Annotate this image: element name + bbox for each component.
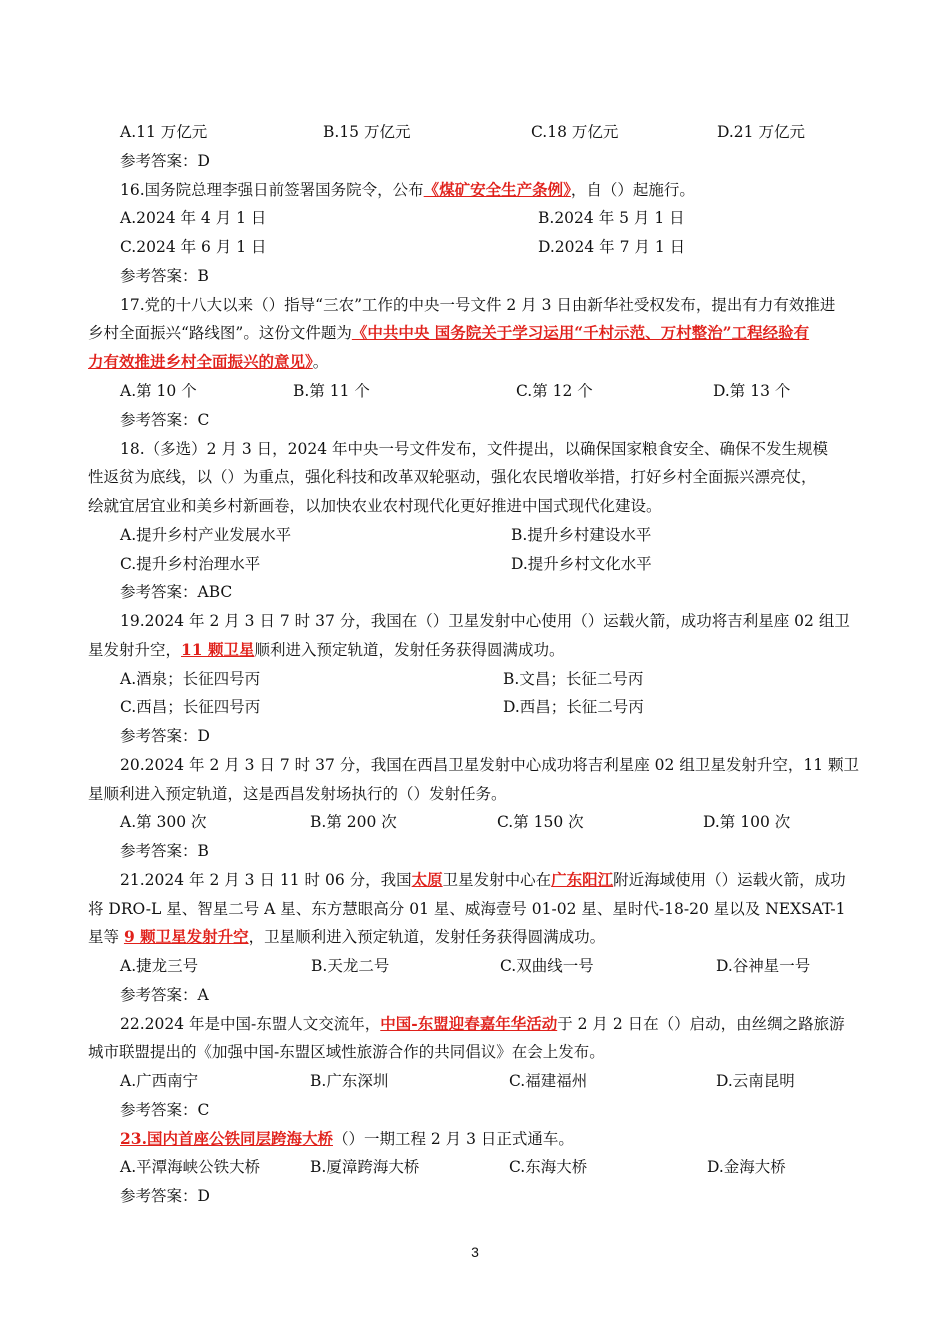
- question-text: 卫星发射中心在: [442, 871, 552, 889]
- option-d: D.第 100 次: [703, 813, 791, 831]
- highlight: 力有效推进乡村全面振兴的意见》: [88, 352, 313, 371]
- option-b: B.厦漳跨海大桥: [310, 1158, 420, 1176]
- option-d: D.西昌；长征二号丙: [503, 698, 644, 716]
- option-b: B.文昌；长征二号丙: [503, 670, 644, 688]
- question-text: 于 2 月 2 日在（）启动，由丝绸之路旅游: [557, 1015, 845, 1033]
- option-c: C.提升乡村治理水平: [120, 555, 261, 573]
- answer-q15: 参考答案：D: [120, 152, 210, 170]
- question-text: 22.2024 年是中国-东盟人文交流年，: [120, 1015, 381, 1033]
- option-c: C.18 万亿元: [531, 123, 619, 141]
- option-a: A.提升乡村产业发展水平: [120, 526, 292, 544]
- question-q17-line3: [88, 352, 868, 372]
- option-a: A.广西南宁: [120, 1072, 199, 1090]
- highlight: 太原: [411, 870, 443, 889]
- question-text: 乡村全面振兴“路线图”。这份文件题为: [88, 324, 352, 342]
- question-text: 星发射升空，: [88, 641, 182, 659]
- answer-q17: 参考答案：C: [120, 411, 210, 429]
- option-a: A.2024 年 4 月 1 日: [120, 209, 267, 227]
- option-a: A.平潭海峡公铁大桥: [120, 1158, 261, 1176]
- question-q21-line3: [88, 927, 868, 947]
- highlight: 11 颗卫星: [181, 640, 255, 659]
- question-q19-line2: [88, 640, 868, 660]
- question-text: ，自（）起施行。: [570, 181, 695, 199]
- question-q23-line1: [120, 1129, 900, 1149]
- option-b: B.提升乡村建设水平: [511, 526, 652, 544]
- answer-q23: 参考答案：D: [120, 1187, 210, 1205]
- question-text: 。: [312, 353, 329, 371]
- question-text: 顺利进入预定轨道，发射任务获得圆满成功。: [254, 641, 565, 659]
- highlight: 23.国内首座公铁同层跨海大桥: [120, 1129, 333, 1148]
- question-text: 16.国务院总理李强日前签署国务院令，公布: [120, 181, 424, 199]
- option-d: D.金海大桥: [707, 1158, 786, 1176]
- answer-q16: 参考答案：B: [120, 267, 209, 285]
- question-q21-line1: [120, 870, 900, 890]
- answer-q20: 参考答案：B: [120, 842, 209, 860]
- highlight: 广东阳江: [551, 870, 614, 889]
- option-d: D.21 万亿元: [717, 123, 805, 141]
- question-q19-line1: 19.2024 年 2 月 3 日 7 时 37 分，我国在（）卫星发射中心使用（）运载火箭，成功将吉利星座 02 组卫: [120, 612, 850, 630]
- option-d: D.2024 年 7 月 1 日: [538, 238, 686, 256]
- option-a: A.11 万亿元: [120, 123, 208, 141]
- option-c: C.第 12 个: [516, 382, 593, 400]
- question-q22-line1: [120, 1014, 900, 1034]
- option-c: C.双曲线一号: [500, 957, 594, 975]
- option-a: A.酒泉；长征四号丙: [120, 670, 261, 688]
- highlight: 9 颗卫星发射升空: [123, 927, 249, 946]
- question-q18-line1: 18.（多选）2 月 3 日，2024 年中央一号文件发布，文件提出，以确保国家粮食安全、确保不发生规模: [120, 440, 829, 458]
- option-c: C.第 150 次: [497, 813, 584, 831]
- option-d: D.提升乡村文化水平: [511, 555, 652, 573]
- question-q17-line2: [88, 323, 868, 343]
- option-b: B.第 200 次: [310, 813, 397, 831]
- option-c: C.西昌；长征四号丙: [120, 698, 261, 716]
- answer-q18: 参考答案：ABC: [120, 583, 233, 601]
- question-text: （）一期工程 2 月 3 日正式通车。: [332, 1130, 574, 1148]
- option-c: C.福建福州: [509, 1072, 588, 1090]
- option-b: B.2024 年 5 月 1 日: [538, 209, 685, 227]
- question-text: 附近海域使用（）运载火箭，成功: [613, 871, 846, 889]
- answer-q19: 参考答案：D: [120, 727, 210, 745]
- option-b: B.天龙二号: [311, 957, 390, 975]
- question-q18-line2: 性返贫为底线，以（）为重点，强化科技和改革双轮驱动，强化农民增收举措，打好乡村全面振兴漂亮仗，: [88, 468, 817, 486]
- option-b: B.15 万亿元: [323, 123, 411, 141]
- option-a: A.第 300 次: [120, 813, 207, 831]
- question-q20-line2: 星顺利进入预定轨道，这是西昌发射场执行的（）发射任务。: [88, 785, 507, 803]
- option-c: C.2024 年 6 月 1 日: [120, 238, 267, 256]
- question-text: 21.2024 年 2 月 3 日 11 时 06 分，我国: [120, 871, 412, 889]
- question-q18-line3: 绘就宜居宜业和美乡村新画卷，以加快农业农村现代化更好推进中国式现代化建设。: [88, 497, 662, 515]
- option-b: B.第 11 个: [293, 382, 370, 400]
- highlight: 中国-东盟迎春嘉年华活动: [380, 1014, 558, 1033]
- question-q20-line1: 20.2024 年 2 月 3 日 7 时 37 分，我国在西昌卫星发射中心成功将吉利星座 02 组卫星发射升空，11 颗卫: [120, 756, 859, 774]
- question-text: 星等: [88, 928, 124, 946]
- question-q21-line2: 将 DRO-L 星、智星二号 A 星、东方慧眼高分 01 星、威海壹号 01-02 星、星时代-18-20 星以及 NEXSAT-1: [88, 900, 846, 918]
- question-q17-line1: 17.党的十八大以来（）指导“三农”工作的中央一号文件 2 月 3 日由新华社受权发布，提出有力有效推进: [120, 296, 836, 314]
- question-text: ，卫星顺利进入预定轨道，发射任务获得圆满成功。: [248, 928, 606, 946]
- highlight: 《中共中央 国务院关于学习运用“千村示范、万村整治”工程经验有: [351, 323, 810, 342]
- highlight: 《煤矿安全生产条例》: [423, 180, 571, 199]
- option-b: B.广东深圳: [310, 1072, 389, 1090]
- page-number: 3: [471, 1244, 479, 1260]
- question-q16: [120, 180, 900, 200]
- option-a: A.捷龙三号: [120, 957, 199, 975]
- option-d: D.谷神星一号: [716, 957, 811, 975]
- question-q22-line2: 城市联盟提出的《加强中国-东盟区域性旅游合作的共同倡议》在会上发布。: [88, 1043, 605, 1061]
- option-d: D.第 13 个: [713, 382, 791, 400]
- answer-q22: 参考答案：C: [120, 1101, 210, 1119]
- option-a: A.第 10 个: [120, 382, 197, 400]
- answer-q21: 参考答案：A: [120, 986, 209, 1004]
- option-c: C.东海大桥: [509, 1158, 588, 1176]
- option-d: D.云南昆明: [716, 1072, 795, 1090]
